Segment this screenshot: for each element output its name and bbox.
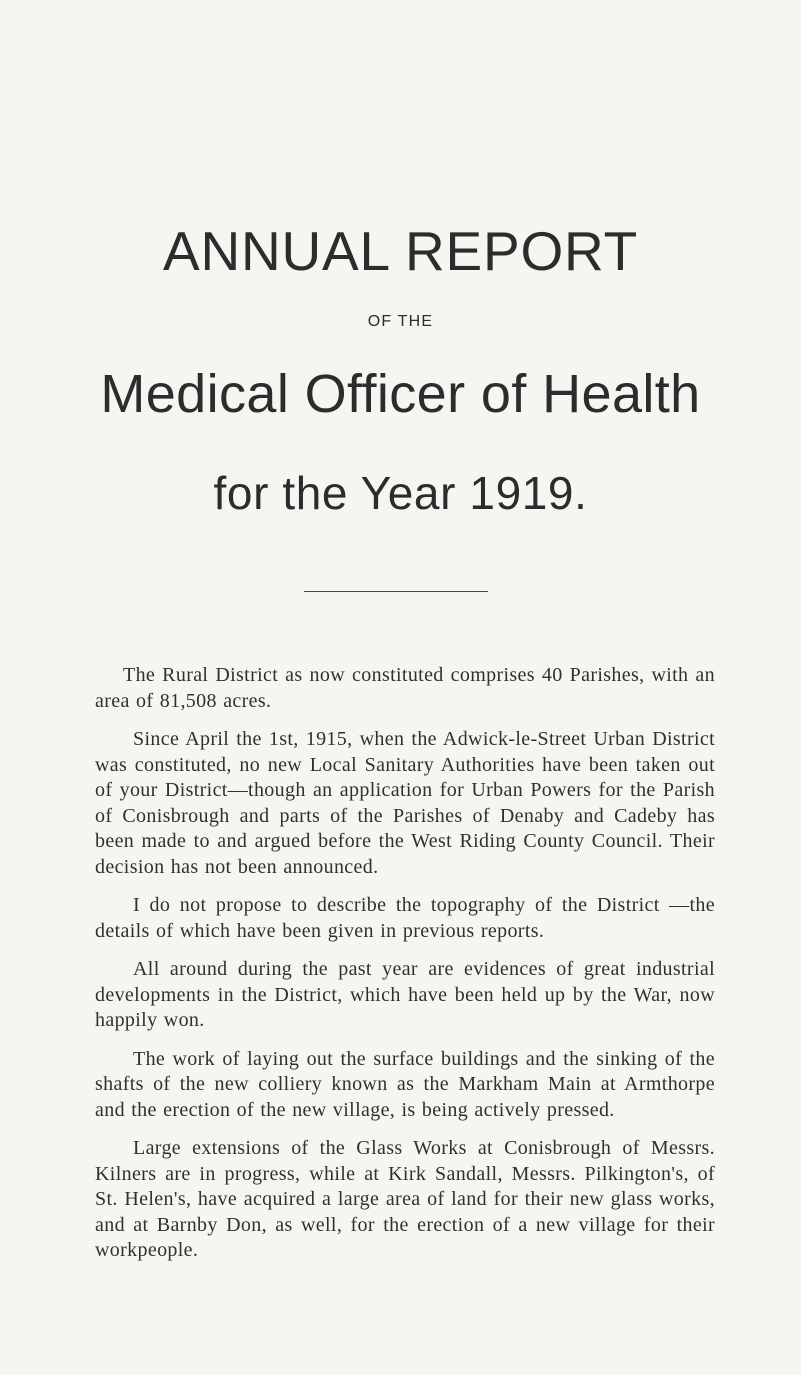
paragraph-markham-main: The work of laying out the surface buildings and the sinking of the shafts of the new colliery known as the Markham Main at Armthorpe and the erection of the new village, is being actively pressed. (95, 1047, 715, 1121)
report-year: for the Year 1919. (213, 467, 588, 519)
paragraph-sanitary-authorities: Since April the 1st, 1915, when the Adwick-le-Street Urban District was constituted, no new Local Sanitary Authorities have been taken out of your District—though an application for Urban Powers for the Parish of Conisbrough and parts of the Parishes of Denaby and Cadeby has been made to and argued before the West Riding County Council. Their decision has not been announced. (95, 728, 715, 878)
paragraph-topography: I do not propose to describe the topography of the District —the details of which have been given in previous reports. (95, 894, 715, 942)
officer-title: Medical Officer of Health (100, 364, 701, 424)
report-subtitle-of-the: OF THE (367, 313, 434, 330)
paragraph-industrial-developments: All around during the past year are evidences of great industrial developments in the District, which have been held up by the War, now happily won. (95, 958, 715, 1031)
paragraph-district-area: The Rural District as now constituted comprises 40 Parishes, with an area of 81,508 acres. (95, 664, 715, 712)
report-title: ANNUAL REPORT (163, 220, 638, 282)
title-divider (304, 591, 488, 592)
report-body (95, 663, 715, 1277)
paragraph-glass-works: Large extensions of the Glass Works at Conisbrough of Messrs. Kilners are in progress, while at Kirk Sandall, Messrs. Pilkington's, of St. Helen's, have acquired a large area of land for their new glass works, and at Barnby Don, as well, for the erection of a new village for their workpeople. (95, 1137, 715, 1261)
